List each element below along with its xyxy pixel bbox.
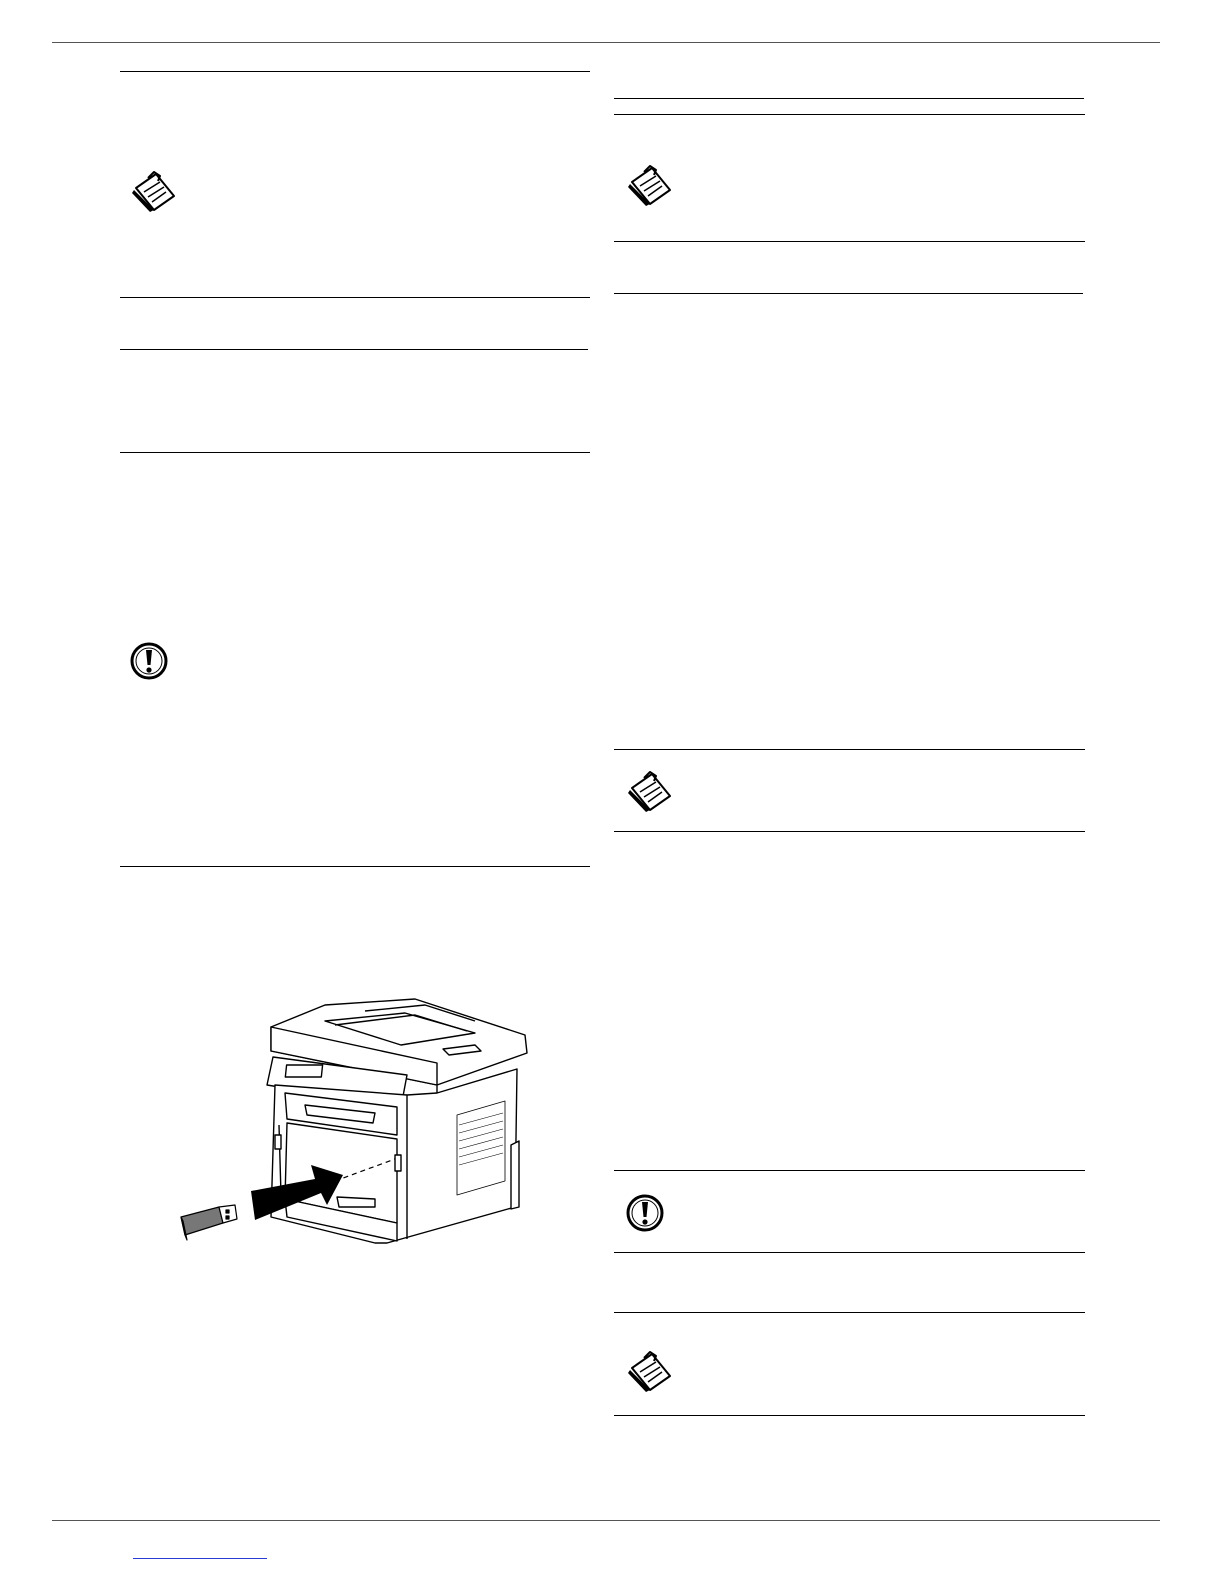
right-rule-10 [614,1415,1085,1416]
right-rule-8 [614,1252,1085,1253]
right-rule-2 [614,114,1085,115]
right-rule-6 [614,831,1085,832]
right-rule-3 [614,241,1085,242]
note-clipboard-icon [626,1346,678,1392]
exclamation-warning-icon [624,1192,666,1234]
left-rule-5 [120,866,590,867]
printer-usb-insertion-illustration [175,985,535,1250]
exclamation-warning-icon [128,640,170,682]
right-rule-4 [614,293,1083,294]
right-rule-9 [614,1312,1085,1313]
footer-link-underline[interactable] [133,1558,267,1559]
note-clipboard-icon [130,166,182,212]
left-rule-4 [120,452,590,453]
right-rule-1 [614,98,1084,99]
left-rule-1 [120,71,590,72]
page-footer-rule [52,1520,1160,1521]
note-clipboard-icon [626,766,678,812]
left-rule-3 [120,349,588,350]
right-rule-5 [614,749,1085,750]
right-rule-7 [614,1170,1085,1171]
page-header-rule [52,42,1160,43]
note-clipboard-icon [626,160,678,206]
left-rule-2 [120,297,590,298]
